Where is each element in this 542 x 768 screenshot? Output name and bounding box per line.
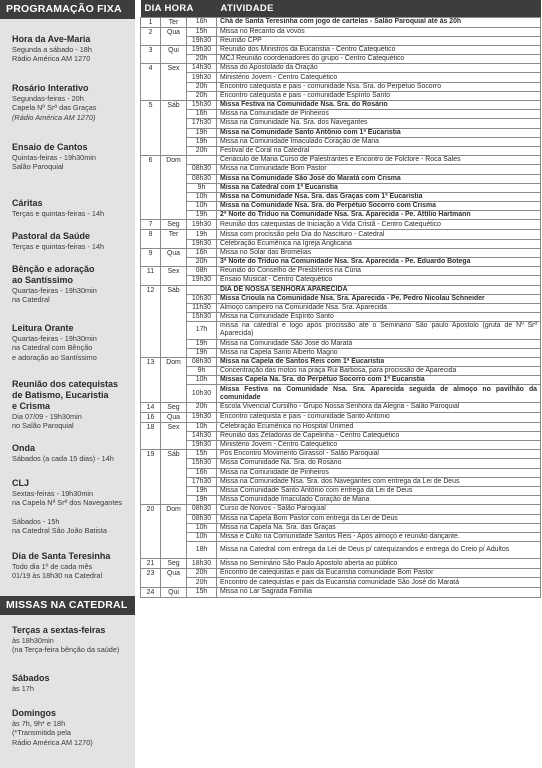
day-cell: 3 [141, 45, 161, 63]
block-title: Hora da Ave-Maria [12, 34, 91, 44]
activity-cell: Missa no Recanto da vovós [217, 27, 541, 36]
block-line: no Salão Paroquial [12, 421, 74, 431]
activity-cell: 3ª Noite do Tríduo na Comunidade Nsa. Sra. Aparecida - Pe. Eduardo Botega [217, 258, 541, 267]
schedule-table [140, 0, 541, 598]
day-cell: 12 [141, 285, 161, 357]
activity-cell: Missa na Capela Santo Alberto Magno [217, 348, 541, 357]
block-title: Cáritas [12, 198, 43, 208]
block-line: às 7h, 9h* e 18h [12, 719, 66, 728]
table-row [141, 450, 541, 459]
header-day: DIA [141, 0, 161, 17]
sidebar-block [12, 83, 134, 122]
activity-cell: Missa do Apostolado da Oração [217, 64, 541, 73]
sidebar-block [12, 478, 134, 535]
block-line: (Rádio América AM 1270) [12, 112, 96, 122]
time-cell: 19h [187, 486, 217, 495]
block-title: e Crisma [12, 401, 51, 411]
time-cell: 19h30 [187, 441, 217, 450]
sidebar-block [12, 673, 134, 693]
time-cell: 10h [187, 202, 217, 211]
time-cell: 19h [187, 348, 217, 357]
time-cell: 20h [187, 402, 217, 412]
table-row [141, 165, 541, 174]
table-row [141, 36, 541, 45]
time-cell: 19h [187, 137, 217, 146]
activity-cell: Missa Festiva na Comunidade Nsa. Sra. do Rosário [217, 101, 541, 110]
time-cell: 19h30 [187, 220, 217, 230]
schedule-body [141, 17, 541, 597]
block-line: Segundas-feiras - 20h [12, 94, 84, 103]
block-title: Dia de Santa Teresinha [12, 551, 111, 561]
activity-cell: Missa na Catedral com entrega da Lei de Deus p/ catequizandos e entrega do Creio p/ Adultos [217, 542, 541, 559]
activity-cell: Missa na Comunidade de Pinheiros [217, 468, 541, 477]
table-row [141, 45, 541, 54]
time-cell: 10h [187, 376, 217, 385]
table-row [141, 17, 541, 27]
time-cell: 18h [187, 542, 217, 559]
time-cell: 15h30 [187, 459, 217, 468]
activity-cell: Chá de Santa Teresinha com jogo de cartelas - Salão Paroquial até às 20h [217, 17, 541, 27]
activity-cell: Missa na Comunidade Nsa. Sra. das Graças com 1ª Eucaristia [217, 192, 541, 201]
time-cell: 08h30 [187, 357, 217, 366]
day-cell: 2 [141, 27, 161, 45]
activity-cell: Reunião CPP [217, 36, 541, 45]
day-cell: 21 [141, 559, 161, 569]
time-cell: 15h30 [187, 313, 217, 322]
activity-cell: Celebração Ecumênica no Hospital Unimed [217, 422, 541, 431]
block-line: Terças e quintas-feiras - 14h [12, 209, 105, 218]
day-cell: 9 [141, 248, 161, 266]
time-cell [187, 156, 217, 165]
activity-cell: Concentração das motos na praça Rui Barbosa, para procissão de Aparecida [217, 367, 541, 376]
table-row [141, 276, 541, 285]
table-row [141, 348, 541, 357]
block-line: Rádio América AM 1270 [12, 54, 91, 64]
table-row [141, 532, 541, 541]
time-cell: 20h [187, 569, 217, 578]
block-line: Segunda a sábado - 18h [12, 45, 92, 54]
sidebar-block [12, 198, 134, 218]
table-row [141, 73, 541, 82]
table-row [141, 486, 541, 495]
time-cell: 9h [187, 367, 217, 376]
activity-cell: Missa no Seminário São Paulo Apostolo aberta ao público [217, 559, 541, 569]
activity-cell: Ensaio Musicat - Centro Catequético [217, 276, 541, 285]
activity-cell: Encontro catequista e pais - comunidade Espírito Santo [217, 91, 541, 100]
table-row [141, 211, 541, 220]
block-line: Quartas-feiras - 19h30min [12, 286, 97, 295]
time-cell: 16h [187, 248, 217, 257]
time-cell: 16h [187, 468, 217, 477]
table-row [141, 402, 541, 412]
block-line: Sextas-feiras - 19h30min [12, 489, 94, 498]
activity-cell: Missa no Solar das Bromélias [217, 248, 541, 257]
sidebar-block [12, 379, 134, 431]
day-cell: 19 [141, 450, 161, 505]
activity-cell: Reunião do Conselho de Presbíteros na Cúria [217, 267, 541, 276]
table-row [141, 156, 541, 165]
time-cell: 19h [187, 211, 217, 220]
weekday-cell: Sáb [161, 450, 187, 505]
activity-cell: Missa na Comunidade São José do Maratá [217, 339, 541, 348]
activity-cell: Reunião dos catequistas de Iniciação a Vida Cristã - Centro Catequético [217, 220, 541, 230]
day-cell: 5 [141, 101, 161, 156]
time-cell: 08h30 [187, 174, 217, 183]
table-row [141, 412, 541, 422]
block-line: 01/19 às 18h30 na Catedral [12, 571, 103, 581]
time-cell: 10h [187, 422, 217, 431]
block-title: Leitura Orante [12, 323, 74, 333]
day-cell: 4 [141, 64, 161, 101]
cathedral-masses-header: MISSAS NA CATEDRAL [0, 596, 135, 615]
header-time: HORA [161, 0, 217, 17]
table-row [141, 174, 541, 183]
table-row [141, 137, 541, 146]
block-line: na Catedral São João Batista [12, 525, 107, 535]
table-row [141, 505, 541, 514]
table-row [141, 459, 541, 468]
time-cell: 19h30 [187, 239, 217, 248]
weekday-cell: Qua [161, 412, 187, 422]
day-cell: 6 [141, 156, 161, 220]
time-cell: 10h [187, 523, 217, 532]
sidebar-block [12, 708, 134, 747]
table-row [141, 192, 541, 201]
activity-cell: Missa Crioula na Comunidade Nsa. Sra. Aparecida - Pe. Pedro Nicolau Schneider [217, 294, 541, 303]
table-row [141, 313, 541, 322]
block-line: (*Transmitida pela [12, 728, 71, 738]
activity-cell: Missa na Capela Na. Sra. das Graças [217, 523, 541, 532]
block-line: Salão Paroquial [12, 162, 64, 172]
block-title: CLJ [12, 478, 30, 488]
day-cell: 16 [141, 412, 161, 422]
table-row [141, 587, 541, 597]
activity-cell: Missa na Comunidade Na. Sra. dos Navegantes [217, 119, 541, 128]
table-row [141, 468, 541, 477]
time-cell: 19h [187, 496, 217, 505]
sidebar-block [12, 142, 134, 172]
activity-cell: Missa Comunidade Santo Antônio com entrega da Lei de Deus [217, 486, 541, 495]
time-cell: 10h [187, 192, 217, 201]
table-row [141, 55, 541, 64]
weekday-cell: Seg [161, 220, 187, 230]
activity-cell: Escola Vivencial Cursilho - Grupo Nossa Senhora da Alegria - Salão Paroquial [217, 402, 541, 412]
time-cell: 19h30 [187, 36, 217, 45]
time-cell: 20h [187, 578, 217, 587]
block-line: Quintas-feiras - 19h30min [12, 153, 96, 162]
time-cell: 15h [187, 450, 217, 459]
activity-cell: Missa na Comunidade Nsa. Sra. dos Navegantes com entrega da Lei de Deus [217, 477, 541, 486]
weekday-cell: Qua [161, 27, 187, 45]
weekday-cell: Seg [161, 402, 187, 412]
block-title: de Batismo, Eucaristia [12, 390, 109, 400]
day-cell: 8 [141, 230, 161, 248]
block-title: Onda [12, 443, 36, 453]
activity-cell: Almoço campeiro na Comunidade Nsa. Sra. Aparecida [217, 303, 541, 312]
time-cell: 10h [187, 532, 217, 541]
time-cell: 08h30 [187, 505, 217, 514]
table-row [141, 239, 541, 248]
block-line: Rádio América AM 1270) [12, 737, 93, 747]
activity-cell: Missa Comunidade Na. Sra. do Rosário [217, 459, 541, 468]
block-title: Rosário Interativo [12, 83, 89, 93]
time-cell: 15h30 [187, 101, 217, 110]
table-row [141, 559, 541, 569]
block-title: Pastoral da Saúde [12, 231, 91, 241]
activity-cell: Curso de Noivos - Salão Paroquial [217, 505, 541, 514]
time-cell: 20h [187, 82, 217, 91]
weekday-cell: Dom [161, 357, 187, 402]
activity-cell: Missas Capela Na. Sra. do Perpétuo Socorro com 1ª Eucaristia [217, 376, 541, 385]
sidebar-block [12, 231, 134, 251]
time-cell: 19h30 [187, 276, 217, 285]
block-title: Domingos [12, 708, 56, 718]
time-cell [187, 285, 217, 294]
table-row [141, 27, 541, 36]
block-line: e adoração ao Santíssimo [12, 352, 97, 362]
activity-cell: Missa Comunidade Imaculado Coração de Maria [217, 496, 541, 505]
day-cell: 23 [141, 569, 161, 587]
time-cell: 20h [187, 258, 217, 267]
time-cell: 20h [187, 55, 217, 64]
weekday-cell: Sáb [161, 285, 187, 357]
activity-cell: Missa na Comunidade Nsa. Sra. do Perpétuo Socorro com Crisma [217, 202, 541, 211]
weekday-cell: Qua [161, 248, 187, 266]
table-row [141, 258, 541, 267]
table-row [141, 119, 541, 128]
weekday-cell: Sex [161, 267, 187, 285]
activity-cell: Missa e Culto na Comunidade Santos Reis - Após almoço e reunião dançante. [217, 532, 541, 541]
block-line [12, 508, 134, 517]
block-title: Terças a sextas-feiras [12, 625, 106, 635]
activity-cell: Missa na Comunidade de Pinheiros [217, 110, 541, 119]
weekday-cell: Dom [161, 156, 187, 220]
block-title: ao Santíssimo [12, 275, 74, 285]
day-cell: 11 [141, 267, 161, 285]
weekday-cell: Sáb [161, 101, 187, 156]
time-cell: 19h30 [187, 73, 217, 82]
table-row [141, 514, 541, 523]
block-line: Capela Nº Srª das Graças [12, 103, 97, 113]
table-row [141, 578, 541, 587]
block-line: Quartas-feiras - 19h30min [12, 334, 97, 343]
header-activity: ATIVIDADE [217, 0, 541, 17]
time-cell: 11h30 [187, 303, 217, 312]
day-cell: 20 [141, 505, 161, 559]
time-cell: 08h30 [187, 514, 217, 523]
time-cell: 19h30 [187, 412, 217, 422]
time-cell: 19h [187, 339, 217, 348]
day-cell: 13 [141, 357, 161, 402]
table-row [141, 101, 541, 110]
table-row [141, 357, 541, 366]
weekday-cell: Ter [161, 17, 187, 27]
activity-cell: Reunião dos Ministros da Eucaristia - Centro Catequético [217, 45, 541, 54]
activity-cell: Encontro de catequistas e pais da Eucaristia comunidade Bom Pastor [217, 569, 541, 578]
block-title: Ensaio de Cantos [12, 142, 88, 152]
block-line: às 17h [12, 684, 34, 693]
time-cell: 19h30 [187, 45, 217, 54]
table-row [141, 385, 541, 402]
weekday-cell: Seg [161, 559, 187, 569]
sidebar-block [12, 551, 134, 581]
table-row [141, 339, 541, 348]
activity-cell: Ministério Jovem - Centro Catequético [217, 73, 541, 82]
activity-cell: Missa na Comunidade Santo Antônio com 1ª Eucaristia [217, 128, 541, 137]
activity-cell: Pós Encontro Movimento Girassol - Salão Paroquial [217, 450, 541, 459]
block-line: na Catedral [12, 295, 50, 305]
weekday-cell: Dom [161, 505, 187, 559]
activity-cell: Missa na Capela de Santos Reis com 1ª Eucaristia [217, 357, 541, 366]
table-row [141, 183, 541, 192]
block-line: (na Terça-feira bênção da saúde) [12, 645, 120, 655]
block-line: Sábados (a cada 15 dias) - 14h [12, 454, 114, 463]
time-cell: 15h [187, 27, 217, 36]
weekday-cell: Sex [161, 422, 187, 450]
activity-cell: Missa na Comunidade Espírito Santo [217, 313, 541, 322]
block-line: Sábados - 15h [12, 516, 60, 526]
time-cell: 19h [187, 128, 217, 137]
table-row [141, 64, 541, 73]
sidebar-block [12, 443, 134, 463]
activity-cell: Missa na Capela Bom Pastor com entrega da Lei de Deus [217, 514, 541, 523]
time-cell: 17h [187, 322, 217, 339]
block-title: Reunião dos catequistas [12, 379, 119, 389]
table-row [141, 248, 541, 257]
block-line: Dia 07/09 - 19h30min [12, 412, 82, 421]
sidebar-block [12, 34, 134, 64]
time-cell: 17h30 [187, 119, 217, 128]
activity-cell: Missa com procissão pelo Dia do Nascituro - Catedral [217, 230, 541, 239]
weekday-cell: Qui [161, 587, 187, 597]
block-title: Bênção e adoração [12, 264, 95, 274]
table-header-row [141, 0, 541, 17]
table-row [141, 267, 541, 276]
weekday-cell: Ter [161, 230, 187, 248]
table-row [141, 128, 541, 137]
table-row [141, 285, 541, 294]
block-line: na Catedral com Bênção [12, 343, 93, 353]
time-cell: 14h30 [187, 64, 217, 73]
activity-cell: Celebração Ecumênica na Igreja Anglicana [217, 239, 541, 248]
table-row [141, 110, 541, 119]
block-line: Terças e quintas-feiras - 14h [12, 242, 105, 251]
table-row [141, 220, 541, 230]
table-row [141, 294, 541, 303]
activity-cell: 2ª Noite do Tríduo na Comunidade Nsa. Sra. Aparecida - Pe. Attílio Hartmann [217, 211, 541, 220]
table-row [141, 431, 541, 440]
activity-cell: Encontro catequista e pais - comunidade Santo Antonio [217, 412, 541, 422]
weekday-cell: Sex [161, 64, 187, 101]
sidebar-block [12, 264, 134, 305]
time-cell: 9h [187, 183, 217, 192]
sidebar-block [12, 323, 134, 362]
time-cell: 16h [187, 110, 217, 119]
table-row [141, 146, 541, 155]
activity-cell: Ministério Jovem - Centro Catequético [217, 441, 541, 450]
time-cell: 19h [187, 230, 217, 239]
table-row [141, 569, 541, 578]
table-row [141, 322, 541, 339]
table-row [141, 542, 541, 559]
block-line: Todo dia 1º de cada mês [12, 562, 93, 571]
table-row [141, 441, 541, 450]
table-row [141, 202, 541, 211]
activity-cell: Encontro catequista e pais - comunidade Nsa. Sra. do Perpétuo Socorro [217, 82, 541, 91]
activity-cell: Missa na Catedral com 1ª Eucaristia [217, 183, 541, 192]
time-cell: 10h30 [187, 294, 217, 303]
block-title: Sábados [12, 673, 50, 683]
day-cell: 1 [141, 17, 161, 27]
activity-cell: Reunião das Zeladoras de Capelinha - Centro Catequético [217, 431, 541, 440]
activity-cell: Missa no Lar Sagrada Família [217, 587, 541, 597]
table-row [141, 91, 541, 100]
table-row [141, 82, 541, 91]
time-cell: 08h [187, 267, 217, 276]
time-cell: 15h [187, 587, 217, 597]
block-line: às 18h30min [12, 636, 54, 645]
time-cell: 20h [187, 146, 217, 155]
time-cell: 20h [187, 91, 217, 100]
table-row [141, 303, 541, 312]
sidebar-block [12, 625, 134, 655]
day-cell: 24 [141, 587, 161, 597]
day-cell: 18 [141, 422, 161, 450]
table-row [141, 477, 541, 486]
activity-cell: Missa na Comunidade Imaculado Coração de Maria [217, 137, 541, 146]
activity-cell: Festival de Coral na Catedral [217, 146, 541, 155]
table-row [141, 230, 541, 239]
activity-cell: missa na catedral e logo após procissão até o Seminário São paulo Apostolo (gruta de Nº Srª Aparecida) [217, 322, 541, 339]
schedule-table-container [140, 0, 540, 598]
table-row [141, 376, 541, 385]
block-line: na Capela Nª Srª dos Navegantes [12, 498, 123, 508]
activity-cell: Cenáculo de Maria Curso de Palestrantes e Encontro de Folclore - Roca Sales [217, 156, 541, 165]
time-cell: 17h30 [187, 477, 217, 486]
activity-cell: Missa Festiva na Comunidade Nsa. Sra. Aparecida seguida de almoço no pavilhão da comunidade [217, 385, 541, 402]
time-cell: 16h [187, 17, 217, 27]
table-row [141, 367, 541, 376]
activity-cell: DIA DE NOSSA SENHORA APARECIDA [217, 285, 541, 294]
table-row [141, 496, 541, 505]
table-row [141, 523, 541, 532]
activity-cell: Missa na Comunidade Bom Pastor [217, 165, 541, 174]
time-cell: 14h30 [187, 431, 217, 440]
table-row [141, 422, 541, 431]
day-cell: 7 [141, 220, 161, 230]
day-cell: 14 [141, 402, 161, 412]
time-cell: 18h30 [187, 559, 217, 569]
fixed-program-header: PROGRAMAÇÃO FIXA [0, 0, 135, 19]
time-cell: 08h30 [187, 165, 217, 174]
time-cell: 10h30 [187, 385, 217, 402]
weekday-cell: Qui [161, 45, 187, 63]
activity-cell: Encontro de catequistas e pais da Eucaristia comunidade São José do Maratá [217, 578, 541, 587]
activity-cell: Missa na Comunidade São José do Maratá com Crisma [217, 174, 541, 183]
weekday-cell: Qua [161, 569, 187, 587]
activity-cell: MCJ Reunião coordenadores do grupo - Centro Catequético [217, 55, 541, 64]
sidebar [0, 0, 135, 768]
